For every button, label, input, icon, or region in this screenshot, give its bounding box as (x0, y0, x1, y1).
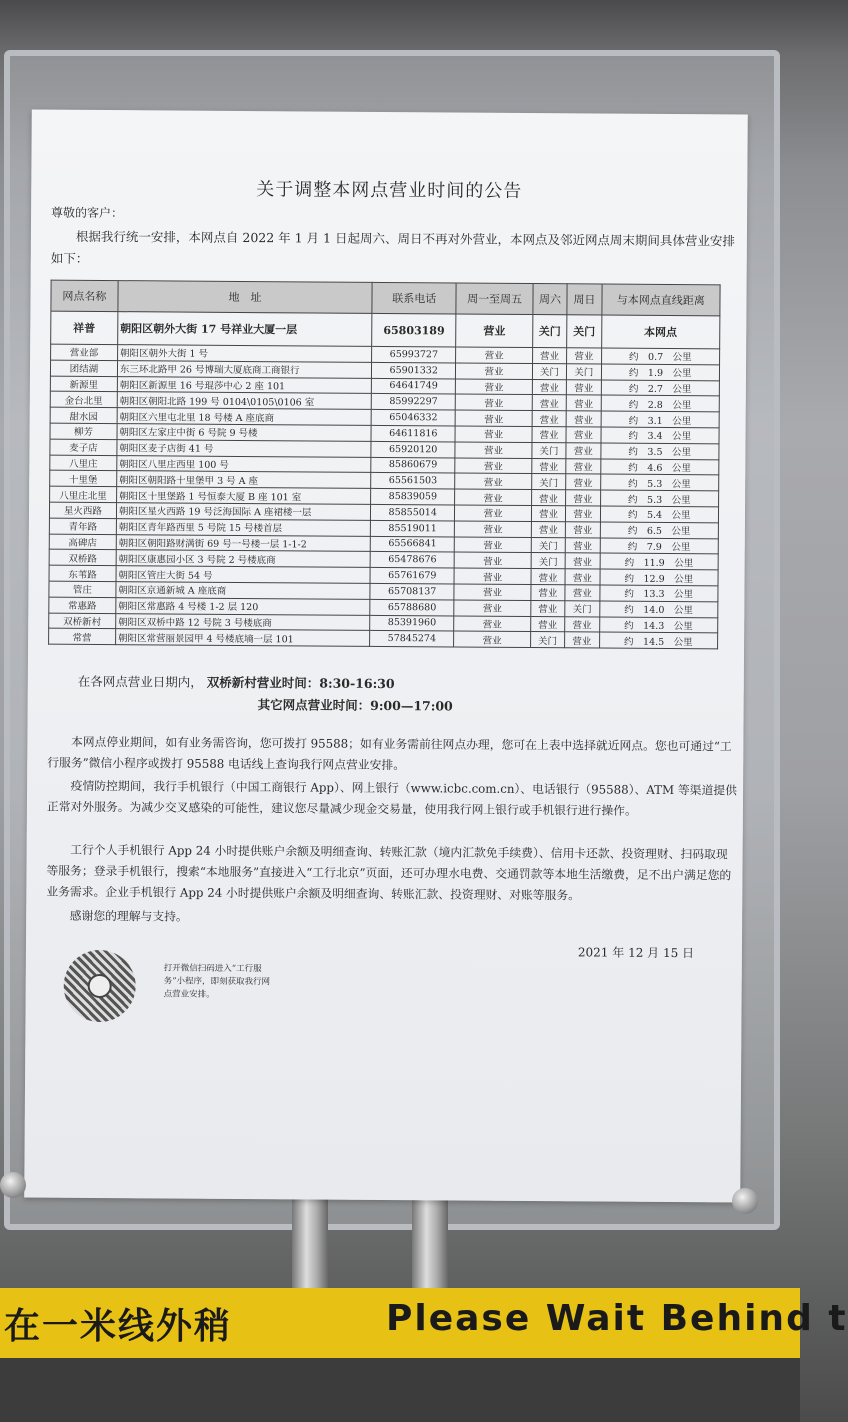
table-cell: 朝阳区麦子店街 41 号 (117, 439, 371, 457)
table-row (51, 311, 720, 349)
table-cell: 朝阳区朝阳北路 199 号 0104\0105\0106 室 (117, 392, 371, 410)
table-cell: 麦子店 (50, 439, 117, 455)
table-cell: 营业 (566, 395, 600, 411)
table-cell: 朝阳区康惠园小区 3 号院 2 号楼底商 (116, 550, 370, 568)
table-cell: 约 6.5 公里 (600, 522, 719, 539)
table-cell: 85839059 (371, 489, 455, 505)
table-cell: 营业 (566, 490, 600, 506)
table-cell: 营业 (456, 379, 532, 395)
table-cell: 营业 (454, 616, 530, 632)
table-cell: 营业 (454, 584, 530, 600)
table-cell: 朝阳区朝外大街 17 号祥业大厦一层 (118, 312, 372, 347)
table-cell: 65046332 (371, 410, 455, 426)
table-cell: 营业 (565, 569, 599, 585)
table-body (49, 311, 720, 649)
notice-paragraph-3: 工行个人手机银行 App 24 小时提供账户余额及明细查询、转账汇款（境内汇款免手续费）、信用卡还款、投资理财、扫码取现等服务；登录手机银行，搜索“本地服务”直接进入“工行北京”页面，还可办理水电费、交通罚款等本地生活缴费，足不出户满足您的业务需求。企业手机银行 App 24 小时提供账户余额及明细查询、转账汇款、投资理财、对账等服务。 (46, 842, 732, 903)
table-cell: 星火西路 (49, 502, 116, 518)
table-cell: 约 5.4 公里 (600, 506, 719, 523)
table-cell: 营业 (454, 600, 530, 616)
table-cell: 约 1.9 公里 (601, 364, 720, 381)
table-cell: 关门 (565, 600, 599, 616)
table-cell: 64641749 (371, 378, 455, 394)
table-cell: 约 12.9 公里 (600, 569, 719, 586)
table-header-cell: 周一至周五 (456, 283, 533, 315)
table-cell: 65993727 (372, 346, 456, 362)
table-cell: 营业 (532, 411, 566, 427)
table-cell: 85519011 (370, 520, 454, 536)
screw-icon (0, 1172, 26, 1198)
table-cell: 东苇路 (49, 565, 116, 581)
table-cell: 关门 (532, 315, 567, 348)
table-cell: 约 0.7 公里 (601, 348, 720, 365)
table-cell: 营业 (455, 458, 531, 474)
table-cell: 65803189 (372, 313, 457, 347)
table-cell: 营业 (454, 631, 530, 647)
table-cell: 营业 (531, 490, 565, 506)
table-cell: 约 3.4 公里 (601, 427, 720, 444)
branch-schedule-table (48, 280, 721, 650)
notice-title: 关于调整本网点营业时间的公告 (256, 179, 523, 202)
table-cell: 祥普 (51, 311, 118, 344)
table-cell: 常惠路 (49, 597, 116, 613)
table-cell: 营业 (566, 474, 600, 490)
table-cell: 营业 (455, 473, 531, 489)
table-header-cell: 联系电话 (372, 282, 457, 314)
table-cell: 85391960 (370, 615, 454, 631)
table-header-cell: 周六 (533, 284, 568, 315)
table-cell: 85860679 (371, 457, 455, 473)
table-cell: 关门 (532, 442, 566, 458)
table-cell: 朝阳区双桥中路 12 号院 3 号楼底商 (116, 613, 370, 631)
table-cell: 朝阳区常惠路 4 号楼 1-2 层 120 (116, 597, 370, 615)
table-cell: 营业 (532, 348, 566, 364)
table-cell: 营业 (532, 426, 566, 442)
table-cell: 约 13.3 公里 (599, 585, 718, 602)
table-cell: 金台北里 (50, 392, 117, 408)
table-cell: 柳芳 (50, 423, 117, 439)
table-cell: 营业 (530, 616, 564, 632)
table-cell: 营业 (566, 427, 600, 443)
table-cell: 营业部 (51, 344, 118, 360)
table-cell: 65920120 (371, 441, 455, 457)
table-cell: 营业 (531, 505, 565, 521)
screw-icon (732, 1188, 758, 1214)
table-cell: 朝阳区十里堡路 1 号恒泰大厦 B 座 101 室 (116, 487, 370, 505)
table-cell: 朝阳区常营丽景园甲 4 号楼底墒一层 101 (115, 629, 369, 647)
table-cell: 营业 (565, 537, 599, 553)
table-cell: 关门 (567, 364, 601, 380)
table-cell: 营业 (455, 537, 531, 553)
table-cell: 朝阳区管庄大街 54 号 (116, 566, 370, 584)
table-cell: 营业 (566, 522, 600, 538)
table-cell: 朝阳区朝外大街 1 号 (117, 345, 371, 363)
table-cell: 营业 (455, 489, 531, 505)
table-cell: 营业 (531, 584, 565, 600)
table-cell: 营业 (566, 458, 600, 474)
table-cell: 青年路 (49, 518, 116, 534)
table-cell: 65561503 (371, 473, 455, 489)
table-cell: 朝阳区青年路西里 5 号院 15 号楼首层 (116, 518, 370, 536)
table-cell: 甜水园 (50, 407, 117, 423)
table-cell: 约 3.5 公里 (600, 443, 719, 460)
table-cell: 营业 (456, 410, 532, 426)
table-cell: 本网点 (601, 315, 720, 349)
table-cell: 65478676 (370, 552, 454, 568)
table-cell: 65788680 (370, 599, 454, 615)
table-cell: 朝阳区京通新城 A 座底商 (116, 582, 370, 600)
table-cell: 关门 (531, 537, 565, 553)
table-cell: 64611816 (371, 425, 455, 441)
table-cell: 营业 (532, 458, 566, 474)
table-cell: 营业 (565, 553, 599, 569)
table-cell: 八里庄北里 (50, 486, 117, 502)
table-cell: 约 3.1 公里 (601, 411, 720, 428)
table-cell: 关门 (567, 315, 602, 348)
qr-code-icon (63, 950, 136, 1023)
table-cell: 65566841 (370, 536, 454, 552)
notice-paragraph-2: 疫情防控期间，我行手机银行（中国工商银行 App）、网上银行（www.icbc.com.cn）、电话银行（95588）、ATM 等渠道提供正常对外服务。为减少交叉感染的可能性，建议您尽量减少现金交易量，使用我行网上银行或手机银行进行操作。 (46, 778, 737, 818)
table-cell: 营业 (565, 585, 599, 601)
table-cell: 双桥路 (49, 550, 116, 566)
table-cell: 营业 (565, 632, 599, 648)
table-cell: 65708137 (370, 583, 454, 599)
table-cell: 营业 (455, 505, 531, 521)
hours-line-1 (78, 672, 395, 692)
table-cell: 约 14.3 公里 (599, 617, 718, 634)
floor-sign-english: Please Wait Behind t (386, 1298, 848, 1339)
table-cell: 营业 (455, 426, 531, 442)
table-cell: 约 5.3 公里 (600, 474, 719, 491)
table-header-cell: 与本网点直线距离 (601, 284, 720, 316)
table-cell: 65761679 (370, 568, 454, 584)
table-cell: 约 11.9 公里 (600, 553, 719, 570)
table-cell: 约 5.3 公里 (600, 490, 719, 507)
table-cell: 朝阳区八里庄西里 100 号 (117, 455, 371, 473)
table-cell: 约 7.9 公里 (600, 538, 719, 555)
table-header-cell: 网点名称 (51, 280, 118, 311)
table-cell: 朝阳区朝阳路十里堡甲 3 号 A 座 (117, 471, 371, 489)
table-cell: 营业 (531, 521, 565, 537)
table-cell: 营业 (532, 395, 566, 411)
hours-prefix: 在各网点营业日期内， (77, 673, 203, 690)
notice-paragraph-4: 感谢您的理解与支持。 (69, 908, 188, 924)
table-cell: 营业 (567, 348, 601, 364)
table-cell: 约 2.8 公里 (601, 395, 720, 412)
floor-sign-chinese: 在一米线外稍 (4, 1306, 233, 1347)
floor (0, 1358, 800, 1422)
table-cell: 八里庄 (50, 455, 117, 471)
table-header-cell: 周日 (567, 284, 602, 315)
table-cell: 营业 (565, 616, 599, 632)
notice-paper (24, 110, 748, 1203)
table-cell: 57845274 (370, 631, 454, 647)
table-cell: 营业 (566, 411, 600, 427)
table-cell: 十里堡 (50, 471, 117, 487)
table-header-cell: 地 址 (118, 281, 372, 314)
table-cell: 85855014 (371, 504, 455, 520)
table-cell: 关门 (531, 553, 565, 569)
table-cell: 团结湖 (50, 360, 117, 376)
table-cell: 营业 (455, 521, 531, 537)
table-cell: 常营 (49, 628, 116, 644)
table-cell: 营业 (455, 552, 531, 568)
table-cell: 营业 (456, 394, 532, 410)
table-cell: 营业 (456, 314, 533, 348)
table-cell: 营业 (456, 347, 532, 363)
table-cell: 约 14.0 公里 (599, 601, 718, 618)
table-cell: 约 4.6 公里 (600, 459, 719, 476)
notice-paragraph-1: 本网点停业期间，如有业务需咨询，您可拨打 95588；如有业务需前往网点办理，您可在上表中选择就近网点。您也可通过“工行服务”微信小程序或拨打 95588 电话线上查询我行网点营业安排。 (47, 734, 732, 773)
table-cell: 新源里 (50, 376, 117, 392)
table-cell: 营业 (455, 442, 531, 458)
table-cell: 营业 (456, 363, 532, 379)
table-cell: 关门 (530, 632, 564, 648)
table-row (49, 628, 718, 648)
table-cell: 东三环北路甲 26 号博瑞大厦底商工商银行 (117, 360, 371, 378)
table-cell: 朝阳区朝阳路财满街 69 号一号楼一层 1-1-2 (116, 534, 370, 552)
table-cell: 关门 (531, 474, 565, 490)
table-cell: 营业 (566, 379, 600, 395)
qr-note: 打开微信扫码进入“工行服务”小程序，即刻获取我行网点营业安排。 (163, 963, 271, 1000)
table-cell: 关门 (532, 363, 566, 379)
table-cell: 85992297 (371, 394, 455, 410)
table-cell: 管庄 (49, 581, 116, 597)
table-cell: 营业 (454, 568, 530, 584)
table-cell: 营业 (532, 379, 566, 395)
table-cell: 营业 (566, 443, 600, 459)
table-cell: 营业 (566, 506, 600, 522)
shuangqiao-hours: 双桥新村营业时间：8:30-16:30 (206, 674, 395, 692)
table-cell: 营业 (531, 569, 565, 585)
table-cell: 高碑店 (49, 534, 116, 550)
table-cell: 约 2.7 公里 (601, 380, 720, 397)
other-branches-hours: 其它网点营业时间：9:00—17:00 (257, 697, 453, 714)
table-header-row (51, 280, 720, 316)
table-cell: 65901332 (372, 362, 456, 378)
table-cell: 约 14.5 公里 (599, 632, 718, 649)
table-cell: 朝阳区星火西路 19 号泛海国际 A 座裙楼一层 (116, 503, 370, 521)
table-cell: 朝阳区六里屯北里 18 号楼 A 座底商 (117, 408, 371, 426)
table-cell: 双桥新村 (49, 613, 116, 629)
table-cell: 朝阳区新源里 16 号琨莎中心 2 座 101 (117, 376, 371, 394)
notice-salutation: 尊敬的客户： (51, 205, 124, 221)
notice-intro: 根据我行统一安排，本网点自 2022 年 1 月 1 日起周六、周日不再对外营业，本网点及邻近网点周末期间具体营业安排如下： (50, 228, 736, 266)
table-cell: 营业 (531, 600, 565, 616)
table-cell: 朝阳区左家庄中街 6 号院 9 号楼 (117, 424, 371, 442)
notice-date: 2021 年 12 月 15 日 (577, 945, 695, 961)
